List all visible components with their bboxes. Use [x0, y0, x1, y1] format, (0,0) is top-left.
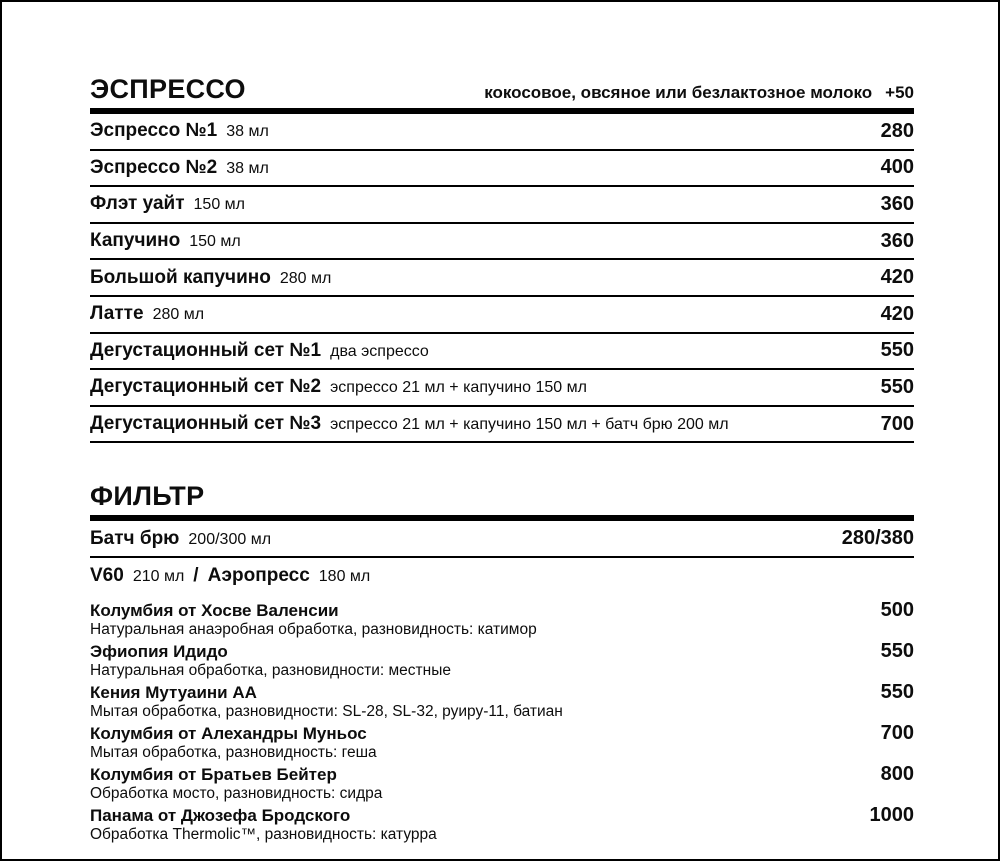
menu-row-flat-white [90, 187, 914, 224]
item-size: 280 мл [279, 269, 332, 287]
menu-row-tasting-set-2 [90, 370, 914, 407]
menu-row-batch-brew [90, 521, 914, 558]
item-size: 200/300 мл [188, 530, 272, 548]
menu-row-cappuccino [90, 224, 914, 261]
item-name: Большой капучино [90, 266, 271, 288]
filter-section-title: ФИЛЬТР [90, 481, 205, 512]
coffee-description: Обработка Thermolic™, разновидность: катурра [90, 825, 437, 843]
menu-row-brew-methods [90, 558, 914, 595]
coffee-item-colombia-beiter [90, 764, 914, 805]
item-name: Дегустационный сет №3 [90, 413, 322, 435]
coffee-item-ethiopia-idido [90, 641, 914, 682]
coffee-name: Колумбия от Хосве Валенсии [90, 600, 339, 620]
filter-section-header [90, 483, 914, 521]
item-size: 38 мл [226, 159, 269, 177]
coffee-name: Эфиопия Идидо [90, 641, 228, 661]
item-price: 360 [880, 229, 914, 252]
menu-row-latte [90, 297, 914, 334]
coffee-description: Натуральная обработка, разновидности: местные [90, 661, 451, 679]
coffee-description: Обработка мосто, разновидность: сидра [90, 784, 383, 802]
brew-method-v60-size: 210 мл [132, 568, 185, 586]
item-price: 280/380 [841, 527, 914, 550]
coffee-item-colombia-valencia [90, 600, 914, 641]
menu-row-espresso-2 [90, 151, 914, 188]
filter-section [90, 483, 914, 846]
espresso-section [90, 76, 914, 443]
item-price: 550 [880, 375, 914, 398]
filter-coffee-list [90, 600, 914, 846]
item-price: 360 [880, 192, 914, 215]
item-name: Капучино [90, 230, 181, 252]
item-name: Флэт уайт [90, 193, 185, 215]
menu-content [90, 2, 914, 846]
item-size: 150 мл [189, 233, 241, 251]
coffee-price: 700 [880, 721, 914, 744]
item-name: Эспрессо №1 [90, 120, 218, 142]
coffee-name: Колумбия от Алехандры Муньос [90, 723, 367, 743]
coffee-price: 550 [880, 639, 914, 662]
item-size: 38 мл [226, 123, 269, 141]
item-size: эспрессо 21 мл + капучино 150 мл [330, 379, 587, 397]
item-name: Батч брю [90, 527, 180, 549]
item-price: 400 [880, 156, 914, 179]
item-name: Эспрессо №2 [90, 156, 218, 178]
brew-method-aeropress-size: 180 мл [318, 568, 371, 586]
coffee-name: Кения Мутуаини АА [90, 682, 257, 702]
coffee-price: 500 [880, 598, 914, 621]
menu-row-tasting-set-3 [90, 407, 914, 444]
espresso-section-header [90, 76, 914, 114]
milk-surcharge-note [484, 83, 914, 103]
item-name: Дегустационный сет №2 [90, 376, 322, 398]
item-price: 420 [880, 302, 914, 325]
milk-note-text: кокосовое, овсяное или безлактозное молоко [484, 83, 873, 102]
coffee-description: Натуральная анаэробная обработка, разновидность: катимор [90, 620, 537, 638]
item-price: 420 [880, 266, 914, 289]
menu-row-big-cappuccino [90, 260, 914, 297]
item-price: 550 [880, 339, 914, 362]
menu-row-espresso-1 [90, 114, 914, 151]
coffee-price: 800 [880, 762, 914, 785]
item-size: 280 мл [152, 306, 205, 324]
espresso-section-title: ЭСПРЕССО [90, 74, 246, 104]
menu-row-tasting-set-1 [90, 334, 914, 371]
brew-method-aeropress: Аэропресс [207, 565, 310, 587]
coffee-item-colombia-munos [90, 723, 914, 764]
item-price: 700 [880, 412, 914, 435]
brew-method-separator: / [193, 565, 199, 587]
milk-surcharge-value: +50 [885, 83, 914, 102]
item-price: 280 [880, 119, 914, 142]
coffee-price: 550 [880, 680, 914, 703]
coffee-description: Мытая обработка, разновидности: SL-28, SL-32, руиру-11, батиан [90, 702, 563, 720]
coffee-name: Колумбия от Братьев Бейтер [90, 764, 337, 784]
item-name: Дегустационный сет №1 [90, 339, 322, 361]
coffee-item-kenya-mutuaini [90, 682, 914, 723]
coffee-item-panama-brodsky [90, 805, 914, 846]
item-name: Латте [90, 303, 144, 325]
item-size: 150 мл [193, 196, 245, 214]
item-size: эспрессо 21 мл + капучино 150 мл + батч брю 200 мл [330, 416, 729, 434]
coffee-name: Панама от Джозефа Бродского [90, 805, 351, 825]
item-size: два эспрессо [330, 342, 429, 360]
brew-method-v60: V60 [90, 565, 124, 587]
coffee-description: Мытая обработка, разновидность: геша [90, 743, 377, 761]
coffee-price: 1000 [869, 803, 914, 826]
